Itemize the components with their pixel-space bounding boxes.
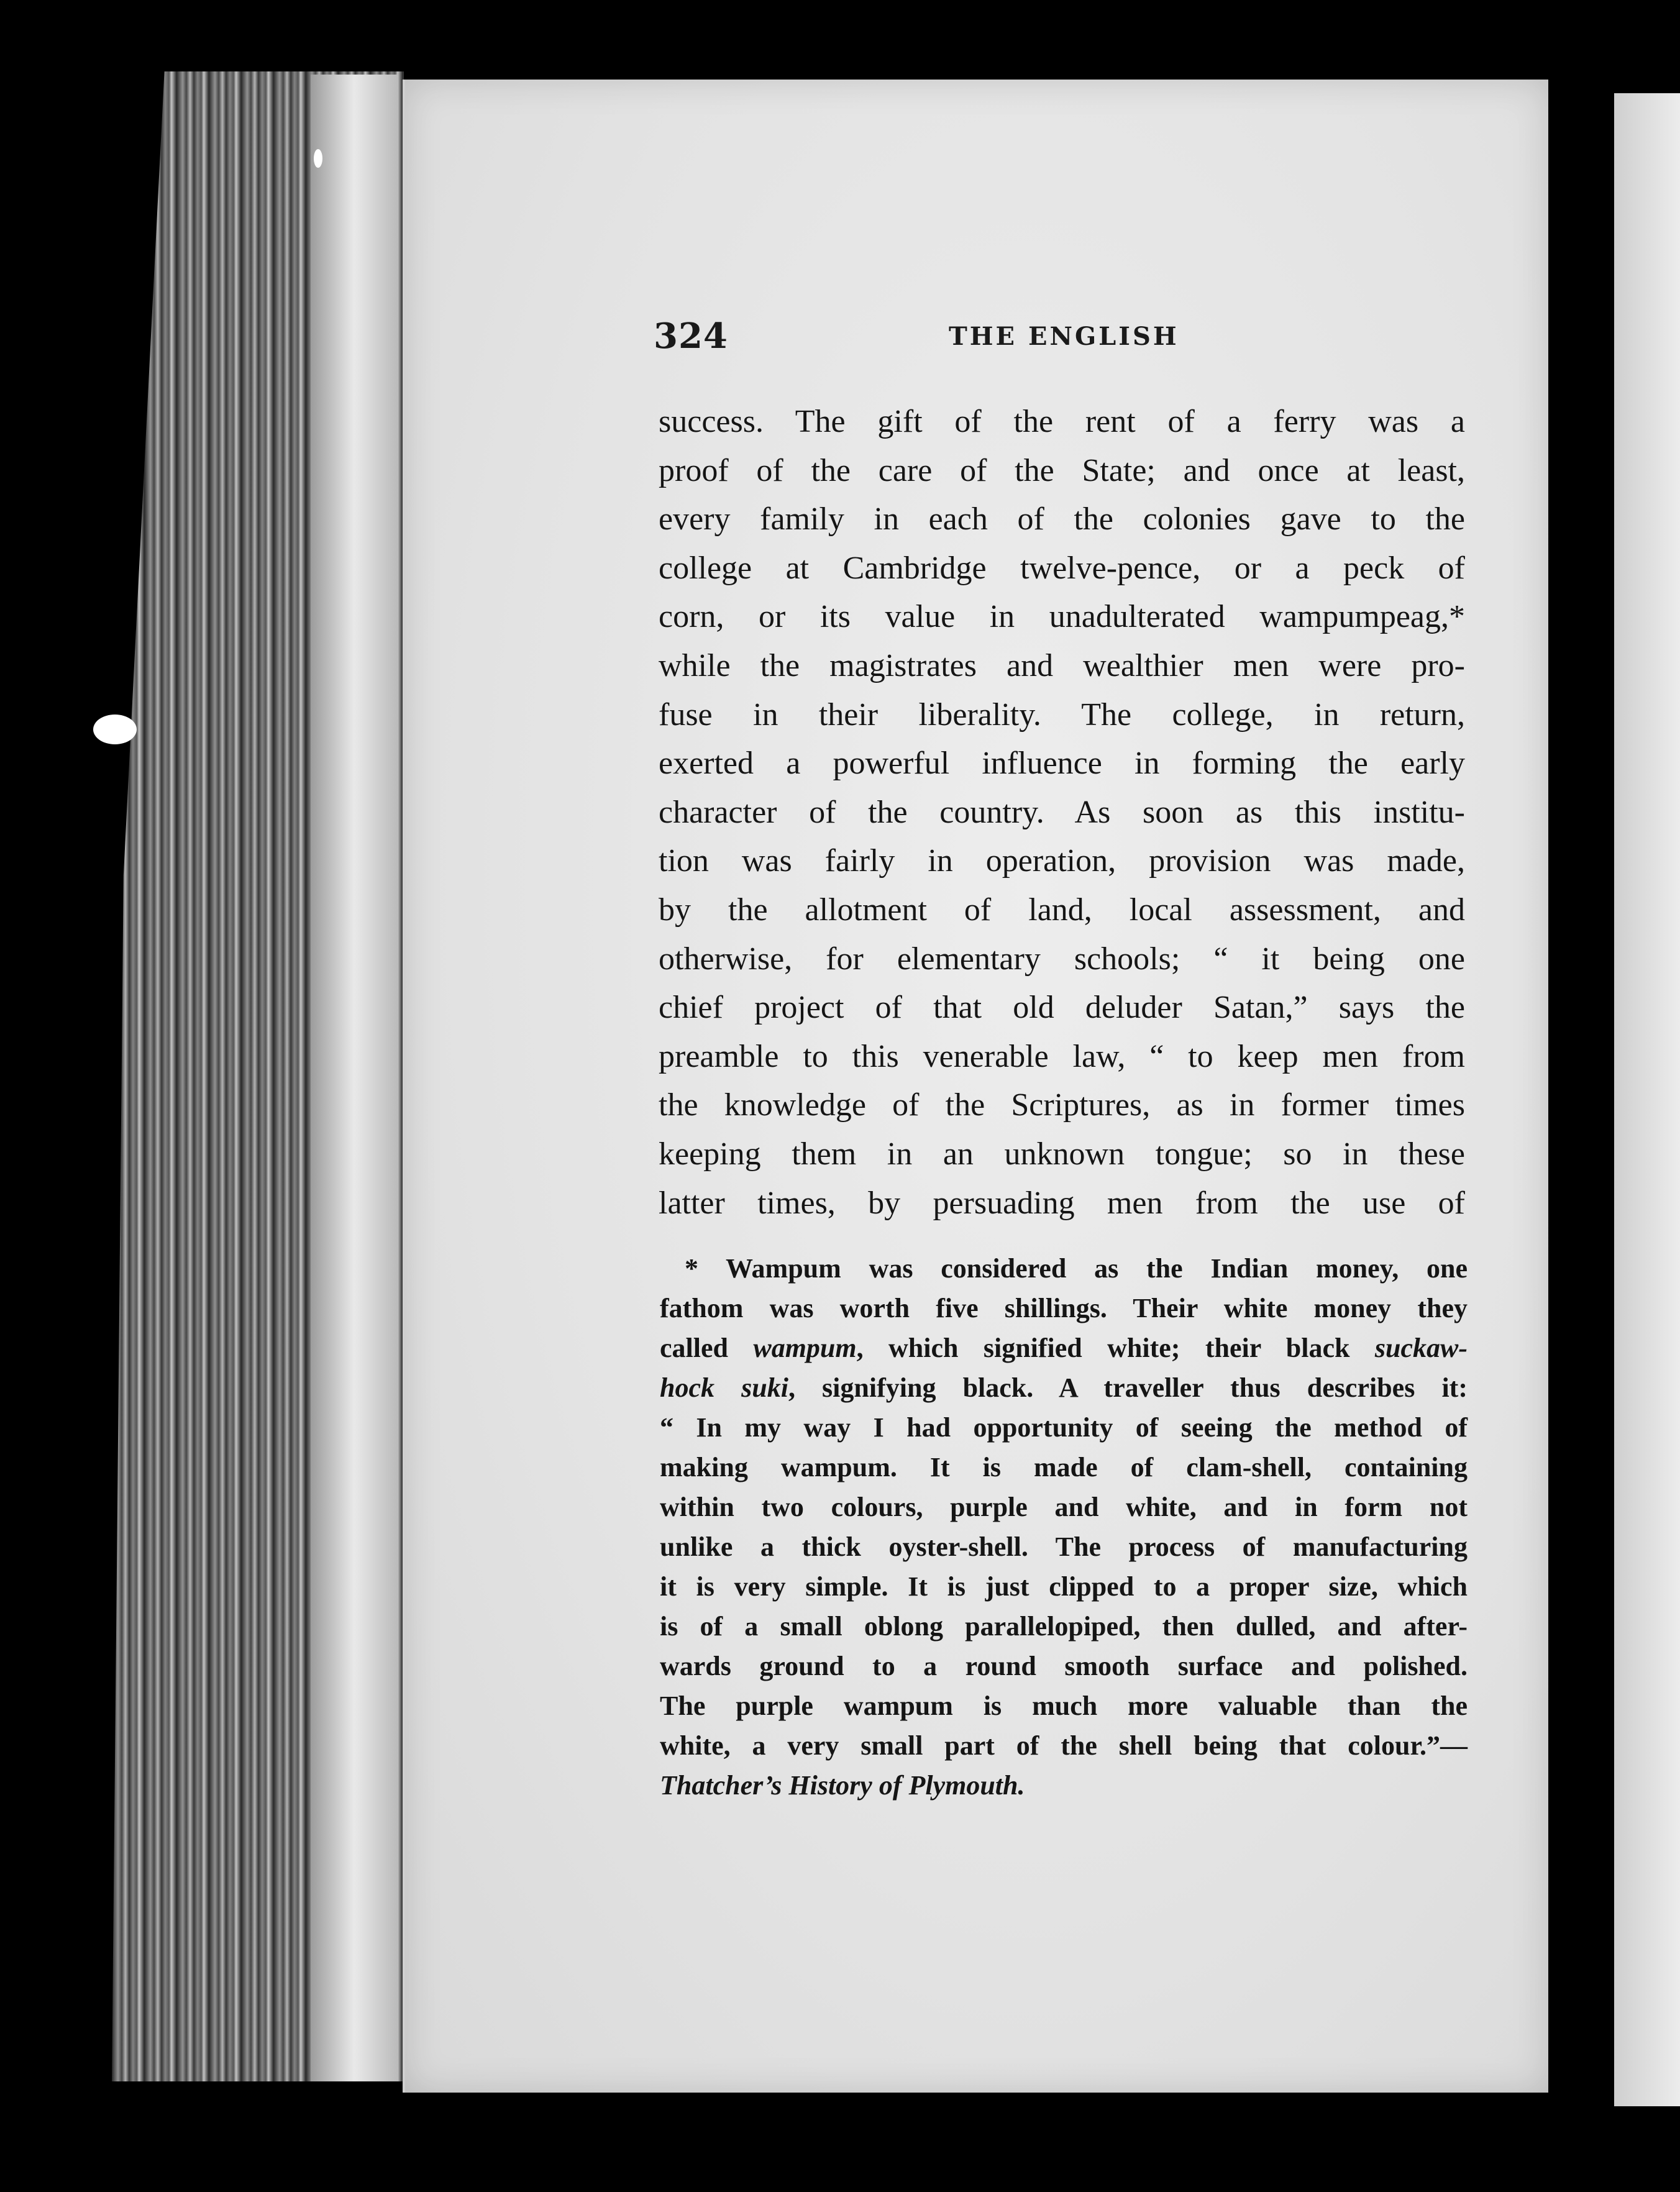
footnote-line: is of a small oblong parallelopiped, then dulled, and after- [660, 1611, 1468, 1642]
footnote-italic-term: suckaw- [1374, 1333, 1468, 1363]
body-line: fuse in their liberality. The college, in return, [659, 696, 1465, 733]
book-page-edge-highlight [311, 75, 398, 2081]
footnote-italic-term: hock suki [660, 1372, 788, 1403]
footnote-line [660, 1328, 1468, 1368]
body-line: exerted a powerful influence in forming the early [659, 746, 1465, 782]
page-number: 324 [654, 316, 728, 357]
body-line: tion was fairly in operation, provision was made, [659, 843, 1465, 879]
footnote-text: called [660, 1333, 754, 1363]
footnote-line: “ In my way I had opportunity of seeing the method of [660, 1412, 1468, 1443]
footnote-line: white, a very small part of the shell being that colour.”— [660, 1730, 1468, 1761]
body-line: by the allotment of land, local assessment, and [659, 892, 1465, 928]
page-header [654, 316, 1468, 359]
body-line: while the magistrates and wealthier men were pro- [659, 647, 1465, 683]
body-line: success. The gift of the rent of a ferry was a [659, 404, 1465, 439]
footnote-citation: Thatcher’s History of Plymouth. [660, 1770, 1025, 1801]
body-line: keeping them in an unknown tongue; so in these [659, 1136, 1465, 1172]
paper-speck [93, 715, 137, 744]
footnote [660, 1249, 1468, 1806]
footnote-line [660, 1368, 1468, 1408]
footnote-line: it is very simple. It is just clipped to a proper size, which [660, 1571, 1468, 1602]
body-line: corn, or its value in unadulterated wampumpeag,* [659, 599, 1465, 635]
footnote-line: wards ground to a round smooth surface and polished. [660, 1651, 1468, 1681]
footnote-text: , which signified white; their black [856, 1333, 1375, 1363]
footnote-line: making wampum. It is made of clam-shell, containing [660, 1452, 1468, 1482]
body-line: character of the country. As soon as this institu- [659, 794, 1465, 830]
footnote-line: The purple wampum is much more valuable than the [660, 1691, 1468, 1721]
body-line: the knowledge of the Scriptures, as in former times [659, 1087, 1465, 1123]
body-line: otherwise, for elementary schools; “ it being one [659, 941, 1465, 977]
footnote-italic-term: wampum [753, 1333, 857, 1363]
body-line: latter times, by persuading men from the use of [659, 1185, 1465, 1221]
footnote-line: * Wampum was considered as the Indian money, one [685, 1253, 1468, 1284]
footnote-line: within two colours, purple and white, and in form not [660, 1492, 1468, 1522]
body-line: every family in each of the colonies gave to the [659, 501, 1465, 537]
body-line: proof of the care of the State; and once at least, [659, 452, 1465, 488]
footnote-text: , signifying black. A traveller thus describes it: [788, 1372, 1468, 1403]
running-head: THE ENGLISH [949, 322, 1179, 351]
paper-speck [314, 149, 322, 168]
footnote-line: unlike a thick oyster-shell. The process of manufacturing [660, 1532, 1468, 1562]
facing-page-edge [1614, 93, 1680, 2106]
body-line: preamble to this venerable law, “ to keep men from [659, 1038, 1465, 1074]
body-line: chief project of that old deluder Satan,” says the [659, 990, 1465, 1026]
body-text [659, 398, 1465, 1228]
body-line: college at Cambridge twelve-pence, or a peck of [659, 550, 1465, 586]
footnote-line: fathom was worth five shillings. Their white money they [660, 1293, 1468, 1323]
